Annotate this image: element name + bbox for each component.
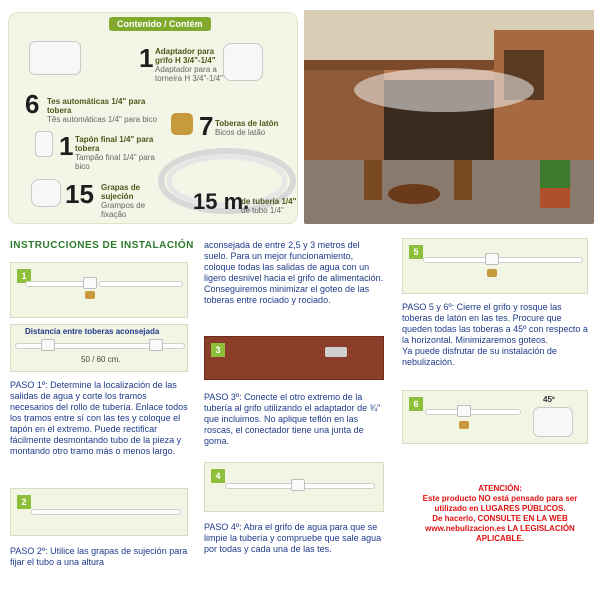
item-adaptor-title: Adaptador para grifo H 3/4"-1/4" xyxy=(155,47,216,65)
step2-text: PASO 2º: Utilice las grapas de sujeción para fijar el tubo a una altura xyxy=(10,546,188,567)
item-clips-sub: Grampos de fixação xyxy=(101,201,146,219)
step2-continued-text: aconsejada de entre 2,5 y 3 metros del suelo. Para un mejor funcionamiento, coloque todas las salidas de agua con un ligero desnivel hacia el grifo de alimentación. Conseguiremos minimizar el goteo de las toberas entre rociado y rociado. xyxy=(204,240,384,305)
step3-panel xyxy=(204,336,384,380)
tee-right-icon xyxy=(149,339,163,351)
item-adaptor xyxy=(155,47,225,83)
endcap-image xyxy=(35,131,53,157)
warning-text2: De hacerlo, CONSULTE EN LA WEB www.nebulizacion.es LA LEGISLACIÓN APLICABLE. xyxy=(425,514,575,543)
distance-value: 50 / 60 cm. xyxy=(81,355,121,364)
tee-icon xyxy=(83,277,97,289)
item-endcap-title: Tapón final 1/4" para tobera xyxy=(75,135,154,153)
nozzle-step6-icon xyxy=(459,421,469,429)
clips-image xyxy=(31,179,61,207)
item-nozzles-title: Toberas de latón xyxy=(215,119,279,128)
nozzle-icon xyxy=(85,291,95,299)
step5-panel xyxy=(402,238,588,294)
tee-step6-icon xyxy=(457,405,471,417)
tee-step4-icon xyxy=(291,479,305,491)
item-endcap-sub: Tampão final 1/4" para bico xyxy=(75,153,155,171)
angle-label: 45º xyxy=(543,395,555,404)
contents-box xyxy=(8,12,298,224)
step6-number: 6 xyxy=(409,397,423,411)
contents-title: Contenido / Contém xyxy=(109,17,211,31)
tee-step5-icon xyxy=(485,253,499,265)
faucet-icon xyxy=(325,347,347,357)
nozzle-step5-icon xyxy=(487,269,497,277)
pipe-right xyxy=(99,281,183,287)
qty-nozzles: 7 xyxy=(199,111,214,141)
patio-photo xyxy=(304,10,594,224)
item-adaptor-sub: Adaptador para a torneira H 3/4"-1/4" xyxy=(155,65,223,83)
step56-text xyxy=(402,302,588,368)
distance-label: Distancia entre toberas aconsejada xyxy=(25,327,160,336)
step4-text: PASO 4º: Abra el grifo de agua para que se limpie la tubería y compruebe que sale agua por todas y cada una de las tes. xyxy=(204,522,382,554)
item-clips xyxy=(101,183,171,219)
pipe-step5 xyxy=(423,257,583,263)
qty-endcap: 1 xyxy=(59,131,74,161)
qty-clips: 15 xyxy=(65,179,94,209)
qty-adaptor: 1 xyxy=(139,43,154,73)
item-clips-title: Grapas de sujeción xyxy=(101,183,141,201)
step2-number: 2 xyxy=(17,495,31,509)
item-nozzles-sub: Bicos de latão xyxy=(215,128,266,137)
nozzle-image xyxy=(171,113,193,135)
item-tubing xyxy=(241,197,299,215)
qty-tes: 6 xyxy=(25,89,40,119)
step1-text: PASO 1º: Determine la localización de las salidas de agua y corte los tramos necesarios del rollo de tubería. Enlace todos los tramos entre sí con las tes y coloque el tapón en el extremo. Puede rectificar fácilmente desmontando tubo de la pieza y montando otro tramo más o menos largo. xyxy=(10,380,188,456)
step4-panel xyxy=(204,462,384,512)
item-tes xyxy=(47,97,167,124)
instructions-heading: INSTRUCCIONES DE INSTALACIÓN xyxy=(10,240,194,251)
step3-text: PASO 3º: Conecte el otro extremo de la tubería al grifo utilizando el adaptador de ¾" que incluimos. No aplique teflón en las roscas, el conectador tiene una junta de goma. xyxy=(204,392,381,446)
pipe-step6 xyxy=(425,409,521,415)
tee-image xyxy=(29,41,81,75)
pipe-left xyxy=(25,281,85,287)
step1-number: 1 xyxy=(17,269,31,283)
step6-panel xyxy=(402,390,588,444)
angle-detail-image xyxy=(533,407,573,437)
warning-text1: Este producto NO está pensado para ser utilizado en LUGARES PÚBLICOS. xyxy=(422,494,578,513)
item-tes-sub: Tês automáticas 1/4" para bico xyxy=(47,115,158,124)
adaptor-image xyxy=(223,43,263,81)
qty-tubing: 15 m. xyxy=(193,189,250,214)
pipe-step2 xyxy=(31,509,181,515)
item-tubing-title: de tubería 1/4" xyxy=(241,197,297,206)
warning-title: ATENCIÓN: xyxy=(478,484,522,493)
distance-panel xyxy=(10,324,188,372)
step4-number: 4 xyxy=(211,469,225,483)
step5-number: 5 xyxy=(409,245,423,259)
warning-box xyxy=(410,484,590,544)
step2-panel xyxy=(10,488,188,536)
tee-left-icon xyxy=(41,339,55,351)
item-tes-title: Tes automáticas 1/4" para tobera xyxy=(47,97,146,115)
step1-panel xyxy=(10,262,188,318)
item-tubing-sub: de tubo 1/4" xyxy=(241,206,284,215)
item-nozzles xyxy=(215,119,295,137)
step56-main: PASO 5 y 6º: Cierre el grifo y rosque las toberas de latón en las tes. Procure que queden todas las toberas a 45º con respecto a la horizontal. Minimizaremos goteos. xyxy=(402,302,588,345)
step-end: Ya puede disfrutar de su instalación de nebulización. xyxy=(402,346,557,367)
step3-number: 3 xyxy=(211,343,225,357)
